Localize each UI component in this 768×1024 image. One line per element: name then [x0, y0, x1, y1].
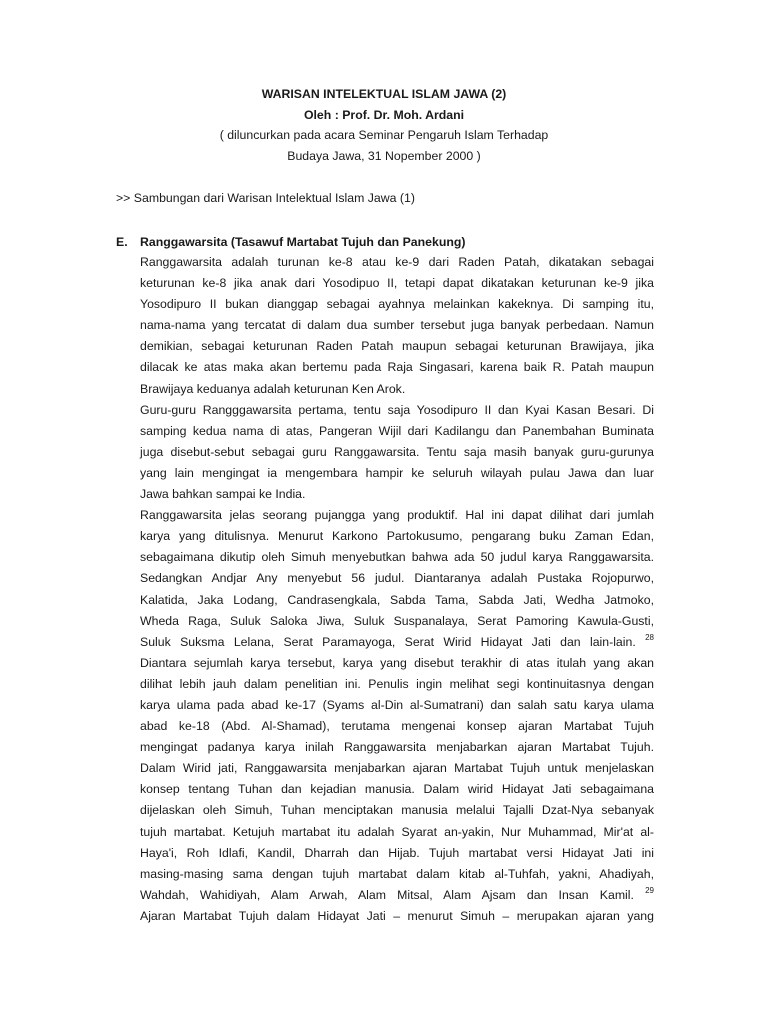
- paragraph-line: [140, 885, 654, 906]
- paragraph-line: [140, 273, 654, 294]
- paragraph-line: [140, 400, 654, 421]
- line-text: Suluk Suksma Lelana, Serat Paramayoga, Serat Wirid Hidayat Jati dan lain-lain.: [140, 634, 636, 649]
- paragraph-line: [140, 822, 654, 843]
- paragraph-line: [140, 843, 654, 864]
- paragraph-line: [140, 336, 654, 357]
- paragraph-line: [140, 737, 654, 758]
- line-text: dilihat lebih jauh dalam penelitian ini. Penulis ingin melihat segi kontinuitasnya dengan: [140, 676, 654, 691]
- line-text: karya yang ditulisnya. Menurut Karkono Partokusumo, pengarang buku Zaman Edan,: [140, 529, 654, 544]
- paragraph-line: [140, 906, 654, 927]
- paragraph-line: [140, 674, 654, 695]
- line-text: dijelaskan oleh Simuh, Tuhan menciptakan manusia melalui Tajalli Dzat-Nya sebanyak: [140, 803, 654, 818]
- paragraph-line: [140, 294, 654, 315]
- paragraph: [140, 252, 654, 400]
- line-text: Kalatida, Jaka Lodang, Candrasengkala, Sabda Tama, Sabda Jati, Wedha Jatmoko,: [140, 592, 654, 607]
- line-text: tujuh martabat. Ketujuh martabat itu adalah Syarat an-yakin, Nur Muhammad, Mir'at al-: [140, 824, 654, 839]
- line-text: Yosodipuro II bukan dianggap sebagai ayahnya melainkan kakeknya. Di samping itu,: [140, 297, 654, 312]
- section-heading: [116, 232, 465, 252]
- document-author: Oleh : Prof. Dr. Moh. Ardani: [303, 107, 465, 122]
- paragraph-line: [140, 357, 654, 378]
- paragraph-line: [140, 779, 654, 800]
- paragraph-line: [140, 716, 654, 737]
- line-text: konsep tentang Tuhan dan kejadian manusia. Dalam wirid Hidayat Jati sebagaimana: [140, 782, 654, 797]
- continuation-note: >> Sambungan dari Warisan Intelektual Islam Jawa (1): [116, 191, 415, 205]
- line-text: sebagaimana dikutip oleh Simuh menyebutkan bahwa ada 50 judul karya Ranggawarsita.: [140, 550, 654, 565]
- line-text: Brawijaya keduanya adalah keturunan Ken Arok.: [140, 381, 406, 396]
- line-text: Ranggawarsita adalah turunan ke-8 atau ke-9 dari Raden Patah, dikatakan sebagai: [140, 255, 654, 269]
- launch-note-line-2: Budaya Jawa, 31 Nopember 2000 ): [287, 148, 481, 163]
- paragraph-line: [140, 379, 654, 400]
- line-text: mengingat padanya karya inilah Ranggawarsita menjabarkan ajaran Martabat Tujuh.: [140, 740, 654, 755]
- line-text: Wahdah, Wahidiyah, Alam Arwah, Alam Mitsal, Alam Ajsam dan Insan Kamil.: [140, 887, 634, 902]
- paragraph: [140, 400, 654, 505]
- paragraph-line: [140, 695, 654, 716]
- line-text: abad ke-18 (Abd. Al-Shamad), terutama mengenai konsep ajaran Martabat Tujuh: [140, 719, 654, 734]
- paragraph-line: [140, 463, 654, 484]
- paragraph-line: [140, 758, 654, 779]
- paragraph-line: [140, 653, 654, 674]
- line-text: yang lain mengingat ia mengembara hampir ke seluruh wilayah pulau Jawa dan luar: [140, 465, 654, 480]
- line-text: Wheda Raga, Suluk Saloka Jiwa, Suluk Suspanalaya, Serat Pamoring Kawula-Gusti,: [140, 613, 654, 628]
- line-text: juga disebut-sebut sebagai guru Ranggawarsita. Tentu saja masih banyak guru-gurunya: [140, 444, 654, 459]
- footnote-marker: 28: [645, 632, 654, 642]
- paragraph: [140, 906, 654, 927]
- line-text: dilacak ke atas maka akan bertemu pada Raja Singasari, karena baik R. Patah maupun: [140, 360, 654, 375]
- paragraph-line: [140, 632, 654, 653]
- paragraph-line: [140, 421, 654, 442]
- paragraph-line: [140, 526, 654, 547]
- paragraph-line: [140, 611, 654, 632]
- line-text: Jawa bahkan sampai ke India.: [140, 487, 306, 502]
- line-text: Sedangkan Andjar Any menyebut 56 judul. Diantaranya adalah Pustaka Rojopurwo,: [140, 571, 654, 586]
- document-header: [0, 84, 768, 166]
- line-text: Haya'i, Roh Idlafi, Kandil, Dharrah dan Hijab. Tujuh martabat versi Hidayat Jati ini: [140, 845, 654, 860]
- launch-note-line-1: ( diluncurkan pada acara Seminar Pengaruh Islam Terhadap: [219, 128, 549, 142]
- paragraph-line: [140, 442, 654, 463]
- document-title: WARISAN INTELEKTUAL ISLAM JAWA (2): [261, 87, 507, 101]
- section-letter: E.: [116, 235, 128, 249]
- paragraph-line: [140, 484, 654, 505]
- line-text: karya ulama pada abad ke-17 (Syams al-Din al-Sumatrani) dan salah satu karya ulama: [140, 697, 654, 712]
- paragraph: [140, 505, 654, 653]
- line-text: Ajaran Martabat Tujuh dalam Hidayat Jati – menurut Simuh – merupakan ajaran yang: [140, 908, 654, 923]
- paragraph-line: [140, 864, 654, 885]
- line-text: Dalam Wirid jati, Ranggawarsita menjabarkan ajaran Martabat Tujuh untuk menjelaskan: [140, 761, 654, 776]
- line-text: demikian, sebagai keturunan Raden Patah maupun sebagai keturunan Brawijaya, jika: [140, 339, 654, 354]
- paragraph-line: [140, 547, 654, 568]
- paragraph: [140, 653, 654, 906]
- paragraph-line: [140, 505, 654, 526]
- paragraph-line: [140, 590, 654, 611]
- paragraph-line: [140, 315, 654, 336]
- line-text: Diantara sejumlah karya tersebut, karya yang disebut terakhir di atas itulah yang akan: [140, 655, 654, 670]
- paragraph-line: [140, 568, 654, 589]
- line-text: masing-masing sama dengan tujuh martabat dalam kitab al-Tuhfah, yakni, Ahadiyah,: [140, 866, 654, 881]
- line-text: nama-nama yang tercatat di dalam dua sumber tersebut juga banyak perbedaan. Namun: [140, 318, 654, 333]
- paragraph-line: [140, 252, 654, 273]
- section-body: [140, 252, 654, 927]
- footnote-marker: 29: [645, 885, 655, 895]
- line-text: keturunan ke-8 jika anak dari Yosodipuo II, tetapi dapat dikatakan keturunan ke-9 jika: [140, 276, 654, 291]
- line-text: samping kedua nama di atas, Pangeran Wijil dari Kadilangu dan Panembahan Buminata: [140, 423, 654, 438]
- line-text: Ranggawarsita jelas seorang pujangga yang produktif. Hal ini dapat dilihat dari jumlah: [140, 508, 654, 523]
- line-text: Guru-guru Rangggawarsita pertama, tentu saja Yosodipuro II dan Kyai Kasan Besari. Di: [140, 402, 654, 417]
- paragraph-line: [140, 800, 654, 821]
- section-title: Ranggawarsita (Tasawuf Martabat Tujuh dan Panekung): [140, 235, 466, 249]
